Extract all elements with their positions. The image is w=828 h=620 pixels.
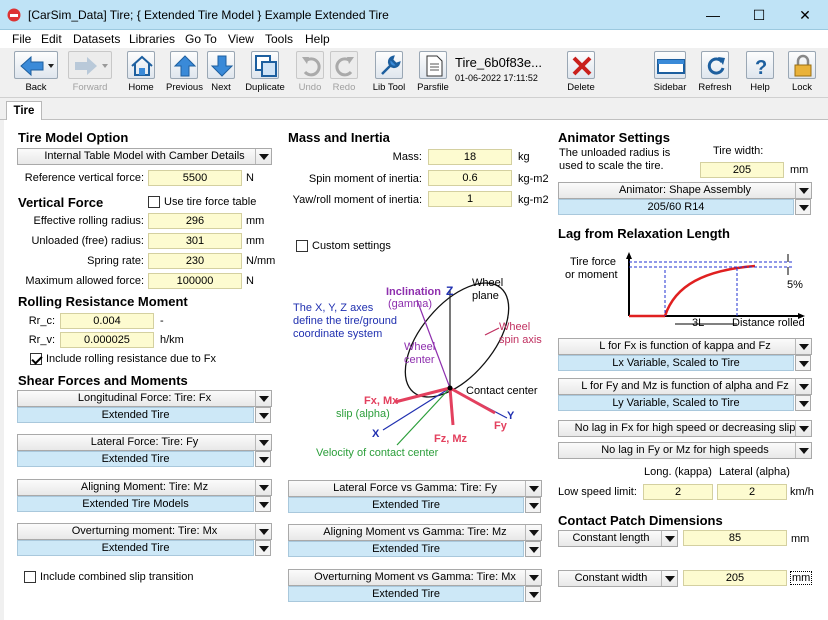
unloaded-radius-field[interactable]: 301: [148, 233, 242, 249]
chevron-down-icon: [661, 531, 677, 546]
tab-tire[interactable]: Tire: [6, 101, 42, 121]
rr-v-label: Rr_v:: [28, 334, 55, 346]
chevron-down-icon: [795, 339, 811, 354]
chevron-down-icon[interactable]: [255, 496, 271, 512]
chevron-down-icon: [525, 570, 541, 585]
mass-unit: kg: [518, 151, 530, 163]
lag-heading: Lag from Relaxation Length: [558, 226, 730, 241]
back-arrow-icon: [14, 51, 58, 79]
graph-y-label-2: or moment: [565, 269, 618, 281]
shape-assembly-value[interactable]: 205/60 R14: [558, 199, 794, 215]
overturning-gamma-label: Overturning Moment vs Gamma: Tire: Mx: [314, 571, 516, 583]
tire-width-field[interactable]: 205: [700, 162, 784, 178]
menu-edit[interactable]: Edit: [41, 32, 62, 46]
chevron-down-icon: [795, 183, 811, 198]
lag-fx-dropdown[interactable]: [558, 338, 812, 355]
chevron-down-icon[interactable]: [795, 395, 811, 411]
no-lag-fy-dropdown[interactable]: [558, 442, 812, 459]
rr-c-label: Rr_c:: [28, 315, 55, 327]
chevron-down-icon: [795, 443, 811, 458]
yaw-roll-inertia-label: Yaw/roll moment of inertia:: [292, 194, 422, 206]
minimize-button[interactable]: —: [706, 7, 720, 23]
dataset-date: 01-06-2022 17:11:52: [455, 73, 538, 83]
aligning-moment-label: Aligning Moment: Tire: Mz: [80, 481, 209, 493]
spin-axis-line: [485, 328, 499, 335]
chevron-down-icon[interactable]: [255, 451, 271, 467]
unloaded-radius-unit: mm: [246, 235, 265, 247]
tab-strip: [0, 98, 828, 120]
chevron-down-icon: [255, 391, 271, 406]
no-lag-fx-label: No lag in Fx for high speed or decreasing slip: [574, 422, 796, 434]
spin-inertia-unit: kg-m2: [518, 173, 549, 185]
y-label: Y: [507, 410, 515, 422]
overturning-moment-label: Overturning moment: Tire: Mx: [71, 525, 218, 537]
spin-inertia-label: Spin moment of inertia:: [308, 173, 422, 185]
chevron-down-icon: [795, 421, 811, 436]
redo-icon: [330, 51, 358, 79]
up-arrow-icon: [170, 51, 198, 79]
lateral-gamma-label: Lateral Force vs Gamma: Tire: Fy: [333, 482, 497, 494]
rr-c-unit: -: [160, 315, 164, 327]
wheel-plane-label-2: plane: [472, 290, 499, 302]
use-tire-force-table-label: Use tire force table: [164, 196, 257, 208]
contact-length-dropdown[interactable]: [558, 530, 678, 547]
duplicate-icon: [251, 51, 279, 79]
effective-rolling-radius-label: Effective rolling radius:: [33, 215, 144, 227]
mass-heading: Mass and Inertia: [288, 130, 390, 145]
axes-note-1: The X, Y, Z axes: [293, 302, 374, 314]
animator-note-1: The unloaded radius is: [559, 147, 671, 159]
menu-datasets[interactable]: Datasets: [73, 32, 121, 46]
forward-arrow-icon: [68, 51, 112, 79]
shear-heading: Shear Forces and Moments: [18, 373, 188, 388]
overturning-moment-dropdown[interactable]: [17, 523, 272, 540]
contact-length-label: Constant length: [572, 532, 650, 544]
no-lag-fx-dropdown[interactable]: [558, 420, 812, 437]
animator-note-2: used to scale the tire.: [559, 160, 664, 172]
ref-vertical-force-label: Reference vertical force:: [24, 172, 144, 184]
close-button[interactable]: ✕: [799, 7, 811, 23]
menu-view[interactable]: View: [228, 32, 254, 46]
lateral-force-dropdown[interactable]: [17, 434, 272, 451]
axes-note-2: define the tire/ground: [293, 315, 397, 327]
spin-inertia-field[interactable]: 0.6: [428, 170, 512, 186]
tire-model-heading: Tire Model Option: [18, 130, 129, 145]
menu-go-to[interactable]: Go To: [185, 32, 217, 46]
wheel-spin-label-1: Wheel: [499, 321, 531, 333]
gamma-label: (gamma): [388, 298, 433, 310]
aligning-gamma-dropdown[interactable]: [288, 524, 542, 541]
menu-bar: [0, 30, 828, 48]
velocity-label: Velocity of contact center: [316, 447, 439, 459]
tire-model-value: Internal Table Model with Camber Details: [44, 150, 245, 162]
menu-file[interactable]: File: [12, 32, 32, 46]
down-arrow-icon: [207, 51, 235, 79]
forward-button[interactable]: Forward: [66, 51, 114, 96]
low-speed-unit: km/h: [790, 486, 814, 498]
title-bar: [0, 0, 828, 30]
wheel-center-label-2: center: [404, 354, 435, 366]
mass-label: Mass:: [392, 151, 422, 163]
no-lag-fy-label: No lag in Fy or Mz for high speeds: [601, 444, 769, 456]
axes-note-3: coordinate system: [293, 328, 383, 340]
lateral-force-value[interactable]: Extended Tire: [17, 451, 254, 467]
previous-button[interactable]: Previous: [166, 51, 202, 96]
shape-assembly-label: Animator: Shape Assembly: [618, 184, 752, 196]
chevron-down-icon[interactable]: [795, 355, 811, 371]
aligning-moment-dropdown[interactable]: [17, 479, 272, 496]
lateral-gamma-value[interactable]: Extended Tire: [288, 497, 524, 513]
aligning-gamma-label: Aligning Moment vs Gamma: Tire: Mz: [323, 526, 507, 538]
contact-width-dropdown[interactable]: [558, 570, 678, 587]
tire-width-label: Tire width:: [713, 145, 764, 157]
wheel-spin-label-2: spin axis: [499, 334, 542, 346]
lateral-gamma-dropdown[interactable]: [288, 480, 542, 497]
animator-heading: Animator Settings: [558, 130, 670, 145]
chevron-down-icon: [255, 480, 271, 495]
chevron-down-icon: [661, 571, 677, 586]
rr-c-field[interactable]: 0.004: [60, 313, 154, 329]
lock-button[interactable]: Lock: [787, 51, 817, 96]
chevron-down-icon: [255, 524, 271, 539]
lag-fy-value[interactable]: Ly Variable, Scaled to Tire: [558, 395, 794, 411]
chevron-down-icon: [795, 379, 811, 394]
chevron-down-icon[interactable]: [525, 541, 541, 557]
sidebar-icon: [654, 51, 686, 79]
parsfile-button[interactable]: Parsfile: [416, 51, 450, 96]
contact-length-field[interactable]: 85: [683, 530, 787, 546]
lock-icon: [788, 51, 816, 79]
fz-arrow: [450, 388, 453, 425]
custom-settings-checkbox[interactable]: [296, 240, 308, 252]
lib-tool-button[interactable]: Lib Tool: [370, 51, 408, 96]
redo-button[interactable]: Redo: [329, 51, 359, 96]
dataset-name: Tire_6b0f83e...: [455, 55, 542, 70]
max-force-field[interactable]: 100000: [148, 273, 242, 289]
spring-rate-field[interactable]: 230: [148, 253, 242, 269]
chevron-down-icon[interactable]: [795, 199, 811, 215]
aligning-gamma-value[interactable]: Extended Tire: [288, 541, 524, 557]
rr-v-field[interactable]: 0.000025: [60, 332, 154, 348]
unloaded-radius-label: Unloaded (free) radius:: [31, 235, 144, 247]
yaw-roll-inertia-field[interactable]: 1: [428, 191, 512, 207]
include-rolling-resistance-label: Include rolling resistance due to Fx: [46, 353, 216, 365]
app-icon: [7, 8, 21, 22]
rolling-resistance-heading: Rolling Resistance Moment: [18, 294, 188, 309]
graph-x-label: Distance rolled: [732, 317, 805, 329]
toolbar: [0, 48, 828, 98]
inclination-label: Inclination: [386, 286, 441, 298]
help-button[interactable]: ? Help: [745, 51, 775, 96]
wheel-plane-label-1: Wheel: [472, 277, 504, 289]
delete-x-icon: [567, 51, 595, 79]
home-button[interactable]: Home: [126, 51, 156, 96]
question-icon: [746, 51, 774, 79]
graph-5pct-label: 5%: [787, 279, 803, 291]
wrench-icon: [375, 51, 403, 79]
lateral-alpha-label: Lateral (alpha): [719, 466, 790, 478]
wheel-center-label-1: Wheel: [404, 341, 436, 353]
use-tire-force-table-checkbox[interactable]: [148, 196, 160, 208]
lag-fy-dropdown[interactable]: [558, 378, 812, 395]
window-title: [CarSim_Data] Tire; { Extended Tire Model } Example Extended Tire: [28, 8, 389, 22]
include-rolling-resistance-checkbox[interactable]: [30, 353, 42, 365]
overturning-gamma-dropdown[interactable]: [288, 569, 542, 586]
fz-mz-label: Fz, Mz: [434, 433, 467, 445]
x-label: X: [372, 428, 380, 440]
low-speed-lat-field[interactable]: 2: [717, 484, 787, 500]
combined-slip-label: Include combined slip transition: [40, 571, 194, 583]
aligning-moment-value[interactable]: Extended Tire Models: [17, 496, 254, 512]
ref-vertical-force-unit: N: [246, 172, 254, 184]
max-force-unit: N: [246, 275, 254, 287]
tire-model-dropdown[interactable]: [17, 148, 272, 165]
menu-tools[interactable]: Tools: [265, 32, 294, 46]
combined-slip-checkbox[interactable]: [24, 571, 36, 583]
lateral-force-label: Lateral Force: Tire: Fy: [90, 436, 199, 448]
graph-3l-label: 3L: [692, 317, 705, 329]
contact-patch-heading: Contact Patch Dimensions: [558, 513, 723, 528]
overturning-moment-value[interactable]: Extended Tire: [17, 540, 254, 556]
rr-v-unit: h/km: [160, 334, 184, 346]
chevron-down-icon[interactable]: [255, 540, 271, 556]
long-kappa-label: Long. (kappa): [644, 466, 712, 478]
slip-alpha-label: slip (alpha): [336, 408, 390, 420]
graph-y-label-1: Tire force: [570, 256, 617, 268]
menu-help[interactable]: Help: [305, 32, 330, 46]
low-speed-label: Low speed limit:: [558, 486, 637, 498]
spring-rate-label: Spring rate:: [87, 255, 144, 267]
duplicate-button[interactable]: Duplicate: [243, 51, 287, 96]
lag-fx-value[interactable]: Lx Variable, Scaled to Tire: [558, 355, 794, 371]
effective-rolling-radius-unit: mm: [246, 215, 265, 227]
back-button[interactable]: Back: [10, 51, 62, 96]
refresh-icon: [701, 51, 729, 79]
chevron-down-icon[interactable]: [525, 586, 541, 602]
chevron-down-icon: [525, 481, 541, 496]
home-icon: [127, 51, 155, 79]
z-label: Z: [446, 284, 454, 298]
undo-button[interactable]: Undo: [295, 51, 325, 96]
tire-width-unit: mm: [790, 164, 809, 176]
fx-mx-label: Fx, Mx: [364, 395, 399, 407]
contact-width-field[interactable]: 205: [683, 570, 787, 586]
contact-width-label: Constant width: [574, 572, 648, 584]
contact-center-dot: [448, 386, 453, 391]
maximize-button[interactable]: ☐: [752, 7, 766, 23]
effective-rolling-radius-field[interactable]: 296: [148, 213, 242, 229]
spring-rate-unit: N/mm: [246, 255, 276, 267]
yaw-roll-inertia-unit: kg-m2: [518, 194, 549, 206]
document-icon: [419, 51, 447, 79]
longitudinal-force-value[interactable]: Extended Tire: [17, 407, 254, 423]
chevron-down-icon: [255, 435, 271, 450]
delete-button[interactable]: Delete: [566, 51, 596, 96]
lag-fy-label: L for Fy and Mz is function of alpha and Fz: [581, 380, 789, 392]
overturning-gamma-value[interactable]: Extended Tire: [288, 586, 524, 602]
menu-libraries[interactable]: Libraries: [129, 32, 176, 46]
shape-assembly-dropdown[interactable]: [558, 182, 812, 199]
vertical-force-heading: Vertical Force: [18, 195, 104, 210]
refresh-button[interactable]: Refresh: [698, 51, 732, 96]
next-button[interactable]: Next: [206, 51, 236, 96]
contact-width-unit: mm: [792, 572, 811, 584]
low-speed-long-field[interactable]: 2: [643, 484, 713, 500]
mass-field[interactable]: 18: [428, 149, 512, 165]
longitudinal-force-label: Longitudinal Force: Tire: Fx: [77, 392, 212, 404]
lag-fx-label: L for Fx is function of kappa and Fz: [599, 340, 771, 352]
custom-settings-label: Custom settings: [312, 240, 391, 252]
contact-length-unit: mm: [791, 533, 810, 545]
max-force-label: Maximum allowed force:: [25, 275, 144, 287]
contact-center-label: Contact center: [466, 385, 538, 397]
chevron-down-icon[interactable]: [525, 497, 541, 513]
longitudinal-force-dropdown[interactable]: [17, 390, 272, 407]
chevron-down-icon: [525, 525, 541, 540]
chevron-down-icon: [255, 149, 271, 164]
fy-label: Fy: [494, 420, 507, 432]
undo-icon: [296, 51, 324, 79]
svg-text:?: ?: [755, 57, 768, 78]
ref-vertical-force-field[interactable]: 5500: [148, 170, 242, 186]
chevron-down-icon[interactable]: [255, 407, 271, 423]
sidebar-button[interactable]: Sidebar: [650, 51, 690, 96]
